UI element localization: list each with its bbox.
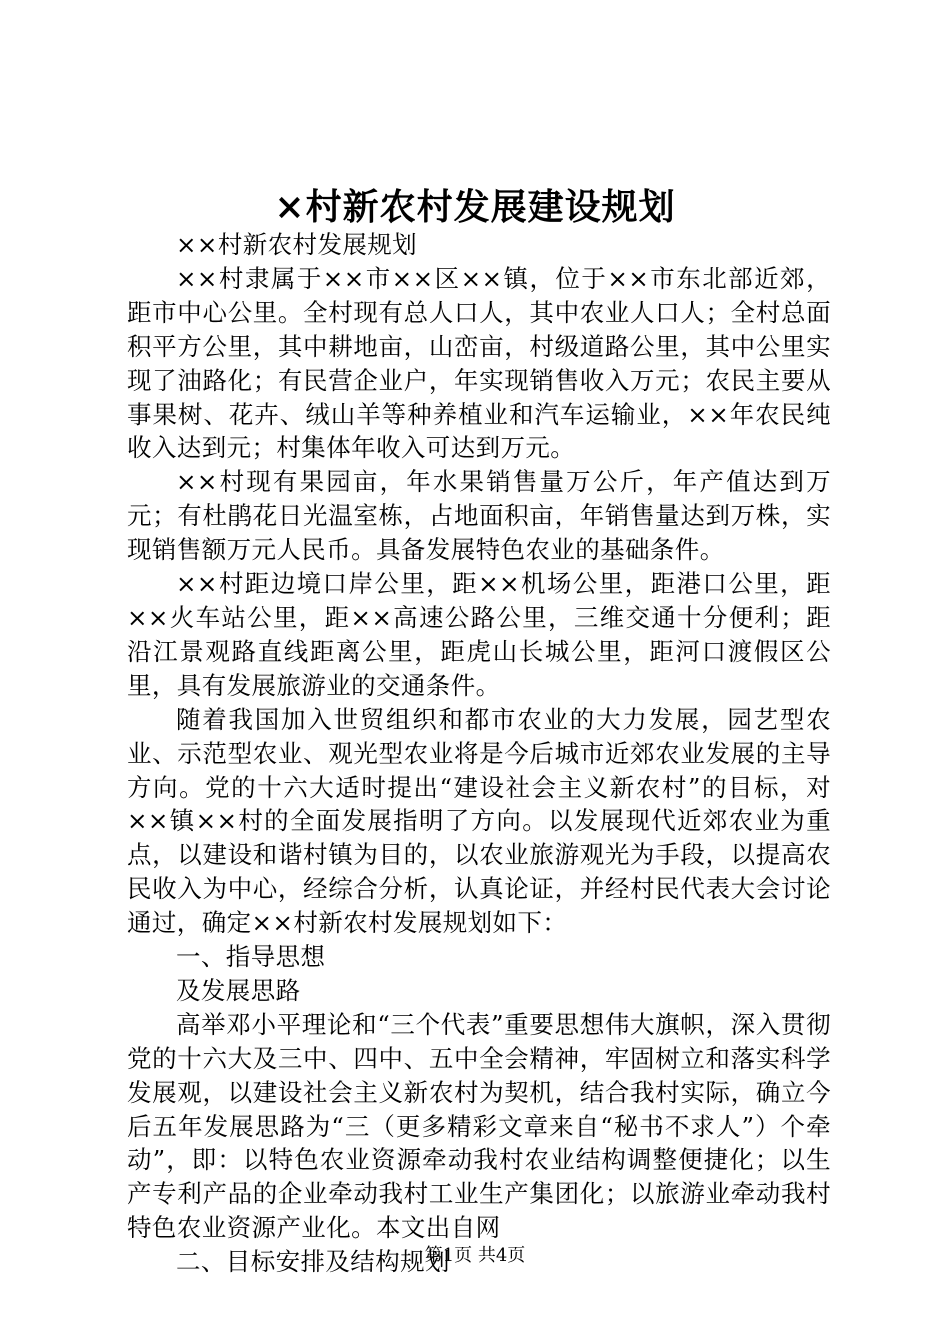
paragraph-orchard: ××村现有果园亩，年水果销售量万公斤，年产值达到万元；有杜鹃花日光温室栋，占地面积亩，年销售量达到万株，实现销售额万元人民币。具备发展特色农业的基础条件。 (127, 467, 831, 565)
paragraph-transport: ××村距边境口岸公里，距××机场公里，距港口公里，距××火车站公里，距××高速公路公里，三维交通十分便利；距沿江景观路直线距离公里，距虎山长城公里，距河口渡假区公里，具有发展旅游业的交通条件。 (127, 569, 831, 700)
page-number: 第1页 共4页 (424, 1245, 526, 1266)
paragraph-subtitle: ××村新农村发展规划 (176, 230, 418, 259)
paragraph-background: 随着我国加入世贸组织和都市农业的大力发展，园艺型农业、示范型农业、观光型农业将是今后城市近郊农业发展的主导方向。党的十六大适时提出“建设社会主义新农村”的目标，对××镇××村的全面发展指明了方向。以发展现代近郊农业为重点，以建设和谐村镇为目的，以农业旅游观光为手段，以提高农民收入为中心，经综合分析，认真论证，并经村民代表大会讨论通过，确定××村新农村发展规划如下： (127, 704, 831, 938)
section-heading-2: 二、目标安排及结构规划 (176, 1247, 450, 1277)
section-heading-1: 一、指导思想 (176, 942, 326, 972)
document-body (127, 228, 831, 1279)
paragraph-guiding-thought: 高举邓小平理论和“三个代表”重要思想伟大旗帜，深入贯彻党的十六大及三中、四中、五中全会精神，牢固树立和落实科学发展观，以建设社会主义新农村为契机，结合我村实际，确立今后五年发展思路为“三（更多精彩文章来自“秘书不求人”）个牵动”，即：以特色农业资源牵动我村农业结构调整便捷化；以生产专利产品的企业牵动我村工业生产集团化；以旅游业牵动我村特色农业资源产业化。本文出自网 (127, 1009, 831, 1243)
section-heading-1-cont: 及发展思路 (176, 975, 301, 1005)
paragraph-overview: ××村隶属于××市××区××镇，位于××市东北部近郊，距市中心公里。全村现有总人口人，其中农业人口人；全村总面积平方公里，其中耕地亩，山峦亩，村级道路公里，其中公里实现了油路化；有民营企业户，年实现销售收入万元；农民主要从事果树、花卉、绒山羊等种养植业和汽车运输业，××年农民纯收入达到元；村集体年收入可达到万元。 (127, 263, 831, 463)
document-title: ×村新农村发展建设规划 (274, 186, 676, 228)
